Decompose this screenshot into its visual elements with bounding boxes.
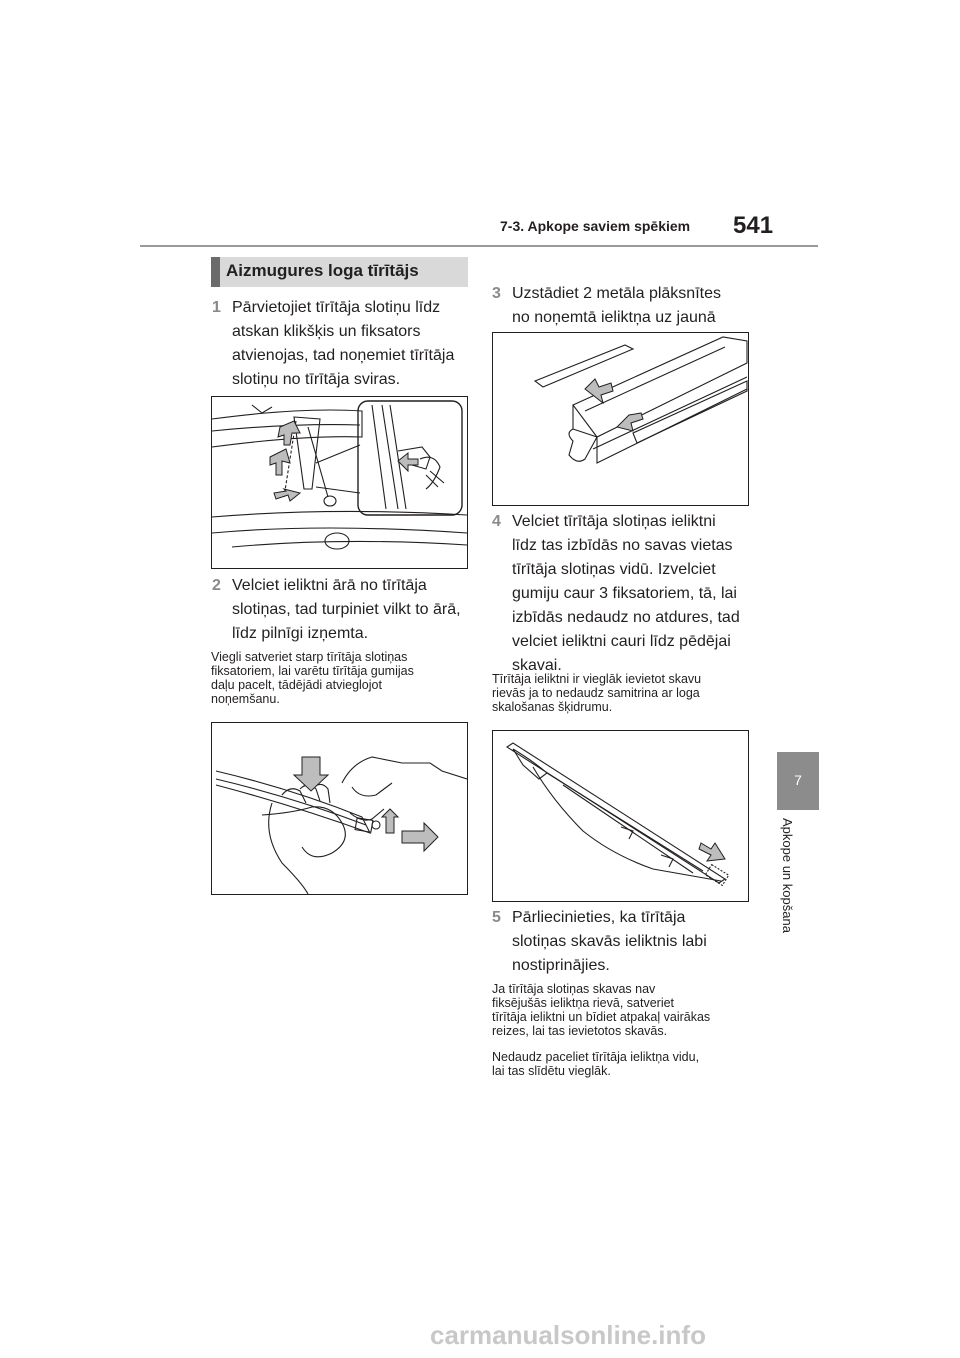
- step-number: 1: [212, 299, 221, 316]
- section-title: 7-3. Apkope saviem spēkiem: [500, 218, 691, 234]
- step-line: izbīdās nedaudz no atdures, tad: [512, 609, 740, 626]
- step-number: 5: [492, 909, 501, 926]
- step-4: [492, 510, 762, 678]
- chapter-number: 7: [794, 772, 802, 788]
- step-line: skavai.: [512, 657, 562, 674]
- note-line: Tīrītāja ieliktni ir vieglāk ievietot skavu: [492, 672, 702, 686]
- chapter-title-vertical: [780, 818, 810, 978]
- step-line: no noņemtā ieliktņa uz jaunā: [512, 309, 716, 326]
- step-line: atskan klikšķis un fiksators: [232, 323, 421, 340]
- note-step-5-a: [492, 982, 754, 1038]
- header-divider: [140, 245, 818, 247]
- watermark: carmanualsonline.info: [430, 1320, 706, 1350]
- note-line: Viegli satveriet starp tīrītāja slotiņas: [211, 650, 408, 664]
- note-step-5-b: [492, 1050, 754, 1078]
- step-line: gumiju caur 3 fiksatoriem, tā, lai: [512, 585, 737, 602]
- step-line: slotiņu no tīrītāja sviras.: [232, 371, 401, 388]
- note-step-2: [211, 650, 473, 706]
- note-line: Ja tīrītāja slotiņas skavas nav: [492, 982, 656, 996]
- note-line: tīrītāja ieliktni un bīdiet atpakaļ vairākas: [492, 1010, 711, 1024]
- section-heading: [211, 257, 468, 287]
- note-line: fiksējušās ieliktņa rievā, satveriet: [492, 996, 675, 1010]
- step-line: Pārvietojiet tīrītāja slotiņu līdz: [232, 299, 441, 316]
- step-line: Velciet ieliktni ārā no tīrītāja: [232, 577, 427, 594]
- chapter-tab: [777, 752, 819, 810]
- figure-wiper-removal: [211, 396, 468, 569]
- section-heading-text: Aizmugures loga tīrītājs: [226, 261, 419, 280]
- figure-insert-rubber: [492, 730, 749, 902]
- note-line: reizes, lai tas ievietotos skavās.: [492, 1024, 668, 1038]
- chapter-title: Apkope un kopšana: [780, 818, 795, 933]
- step-line: tīrītāja slotiņas vidū. Izvelciet: [512, 561, 716, 578]
- step-2: [212, 574, 472, 646]
- step-1: [212, 296, 472, 392]
- step-number: 3: [492, 285, 501, 302]
- step-line: atvienojas, tad noņemiet tīrītāja: [232, 347, 455, 364]
- note-line: noņemšanu.: [211, 692, 280, 706]
- note-line: fiksatoriem, lai varētu tīrītāja gumijas: [211, 664, 414, 678]
- step-number: 2: [212, 577, 221, 594]
- note-step-4: [492, 672, 754, 714]
- heading-accent-bar: [211, 257, 220, 287]
- note-line: Nedaudz paceliet tīrītāja ieliktņa vidu,: [492, 1050, 700, 1064]
- note-line: rievās ja to nedaudz samitrina ar loga: [492, 686, 700, 700]
- step-5: [492, 906, 762, 978]
- step-line: velciet ieliktni cauri līdz pēdējai: [512, 633, 731, 650]
- note-line: skalošanas šķidrumu.: [492, 700, 613, 714]
- step-line: Velciet tīrītāja slotiņas ieliktni: [512, 513, 716, 530]
- step-line: līdz tas izbīdās no savas vietas: [512, 537, 733, 554]
- step-number: 4: [492, 513, 501, 530]
- step-line: Pārliecinieties, ka tīrītāja: [512, 909, 686, 926]
- note-line: lai tas slīdētu vieglāk.: [492, 1064, 611, 1078]
- figure-pull-insert: [211, 722, 468, 895]
- note-line: daļu pacelt, tādējādi atvieglojot: [211, 678, 382, 692]
- step-line: Uzstādiet 2 metāla plāksnītes: [512, 285, 721, 302]
- step-line: slotiņas skavās ieliktnis labi: [512, 933, 707, 950]
- page-number: 541: [733, 212, 774, 239]
- step-line: nostiprinājies.: [512, 957, 610, 974]
- step-line: slotiņas, tad turpiniet vilkt to ārā,: [232, 601, 461, 618]
- figure-metal-plates: [492, 332, 749, 506]
- step-line: līdz pilnīgi izņemta.: [232, 625, 369, 642]
